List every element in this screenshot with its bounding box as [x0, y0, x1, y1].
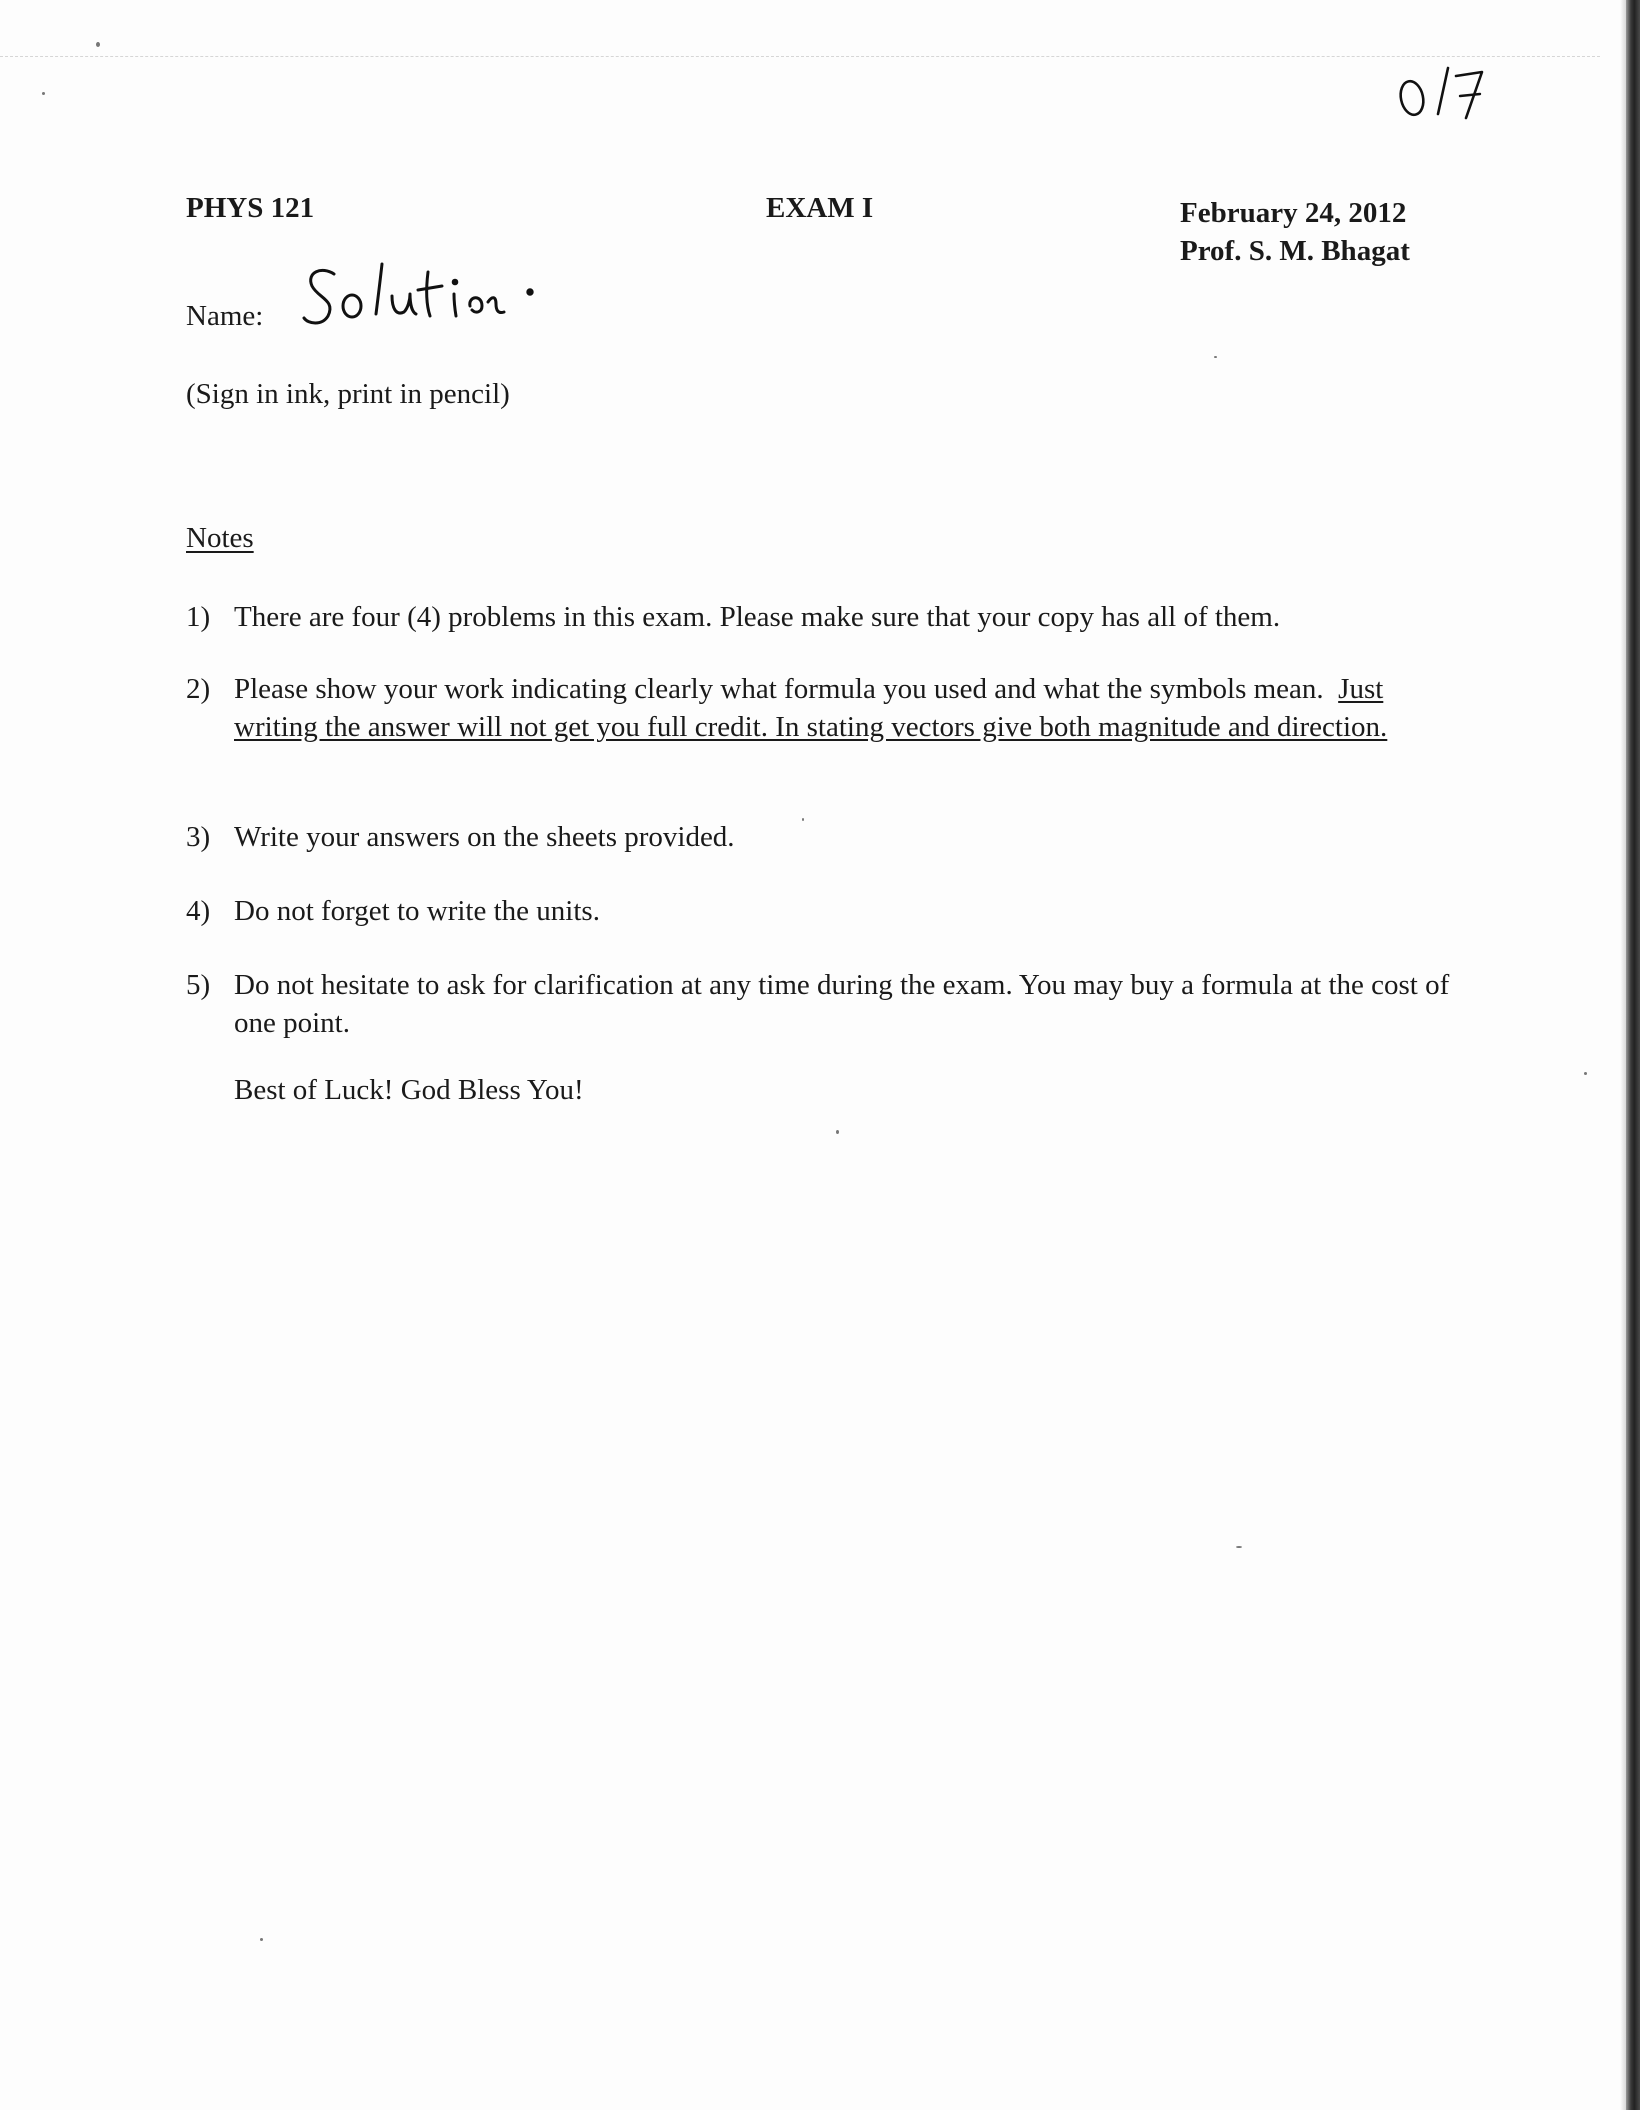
note-number: 1) — [186, 601, 211, 633]
note-text — [234, 670, 1454, 746]
scan-speck — [1236, 1546, 1242, 1548]
note-text: Write your answers on the sheets provided. — [234, 821, 735, 853]
course-code: PHYS 121 — [186, 192, 315, 224]
signature-instruction: (Sign in ink, print in pencil) — [186, 378, 510, 410]
handwritten-score — [1390, 56, 1500, 136]
handwritten-name-value — [298, 252, 588, 342]
scan-edge — [1626, 0, 1640, 2110]
scan-speck — [802, 818, 804, 821]
exam-date: February 24, 2012 — [1180, 197, 1407, 229]
scan-speck — [1584, 1072, 1587, 1075]
exam-title: EXAM I — [766, 192, 874, 224]
scan-speck — [260, 1938, 263, 1941]
note-text: There are four (4) problems in this exam. Please make sure that your copy has all of them. — [234, 601, 1281, 633]
note-text: Do not hesitate to ask for clarification at any time during the exam. You may buy a formula at the cost of one point. — [234, 969, 1450, 1039]
note-number: 4) — [186, 895, 211, 927]
scan-top-rule — [0, 56, 1600, 57]
scan-speck — [836, 1130, 839, 1134]
note-text-plain: Please show your work indicating clearly what formula you used and what the symbols mean. — [234, 673, 1324, 705]
exam-date-professor — [1180, 194, 1410, 270]
note-text-underlined: Just writing the answer will not get you full credit. In stating vectors give both magnitude and direction. — [234, 673, 1388, 743]
closing-message: Best of Luck! God Bless You! — [234, 1074, 584, 1106]
note-text: Do not forget to write the units. — [234, 895, 600, 927]
professor-name: Prof. S. M. Bhagat — [1180, 235, 1410, 267]
note-number: 2) — [186, 673, 211, 705]
name-label: Name: — [186, 300, 264, 332]
scan-speck — [42, 92, 45, 95]
note-number: 3) — [186, 821, 211, 853]
scan-speck — [1214, 356, 1217, 358]
note-number: 5) — [186, 969, 211, 1001]
notes-heading: Notes — [186, 522, 254, 554]
scan-speck — [96, 42, 100, 47]
